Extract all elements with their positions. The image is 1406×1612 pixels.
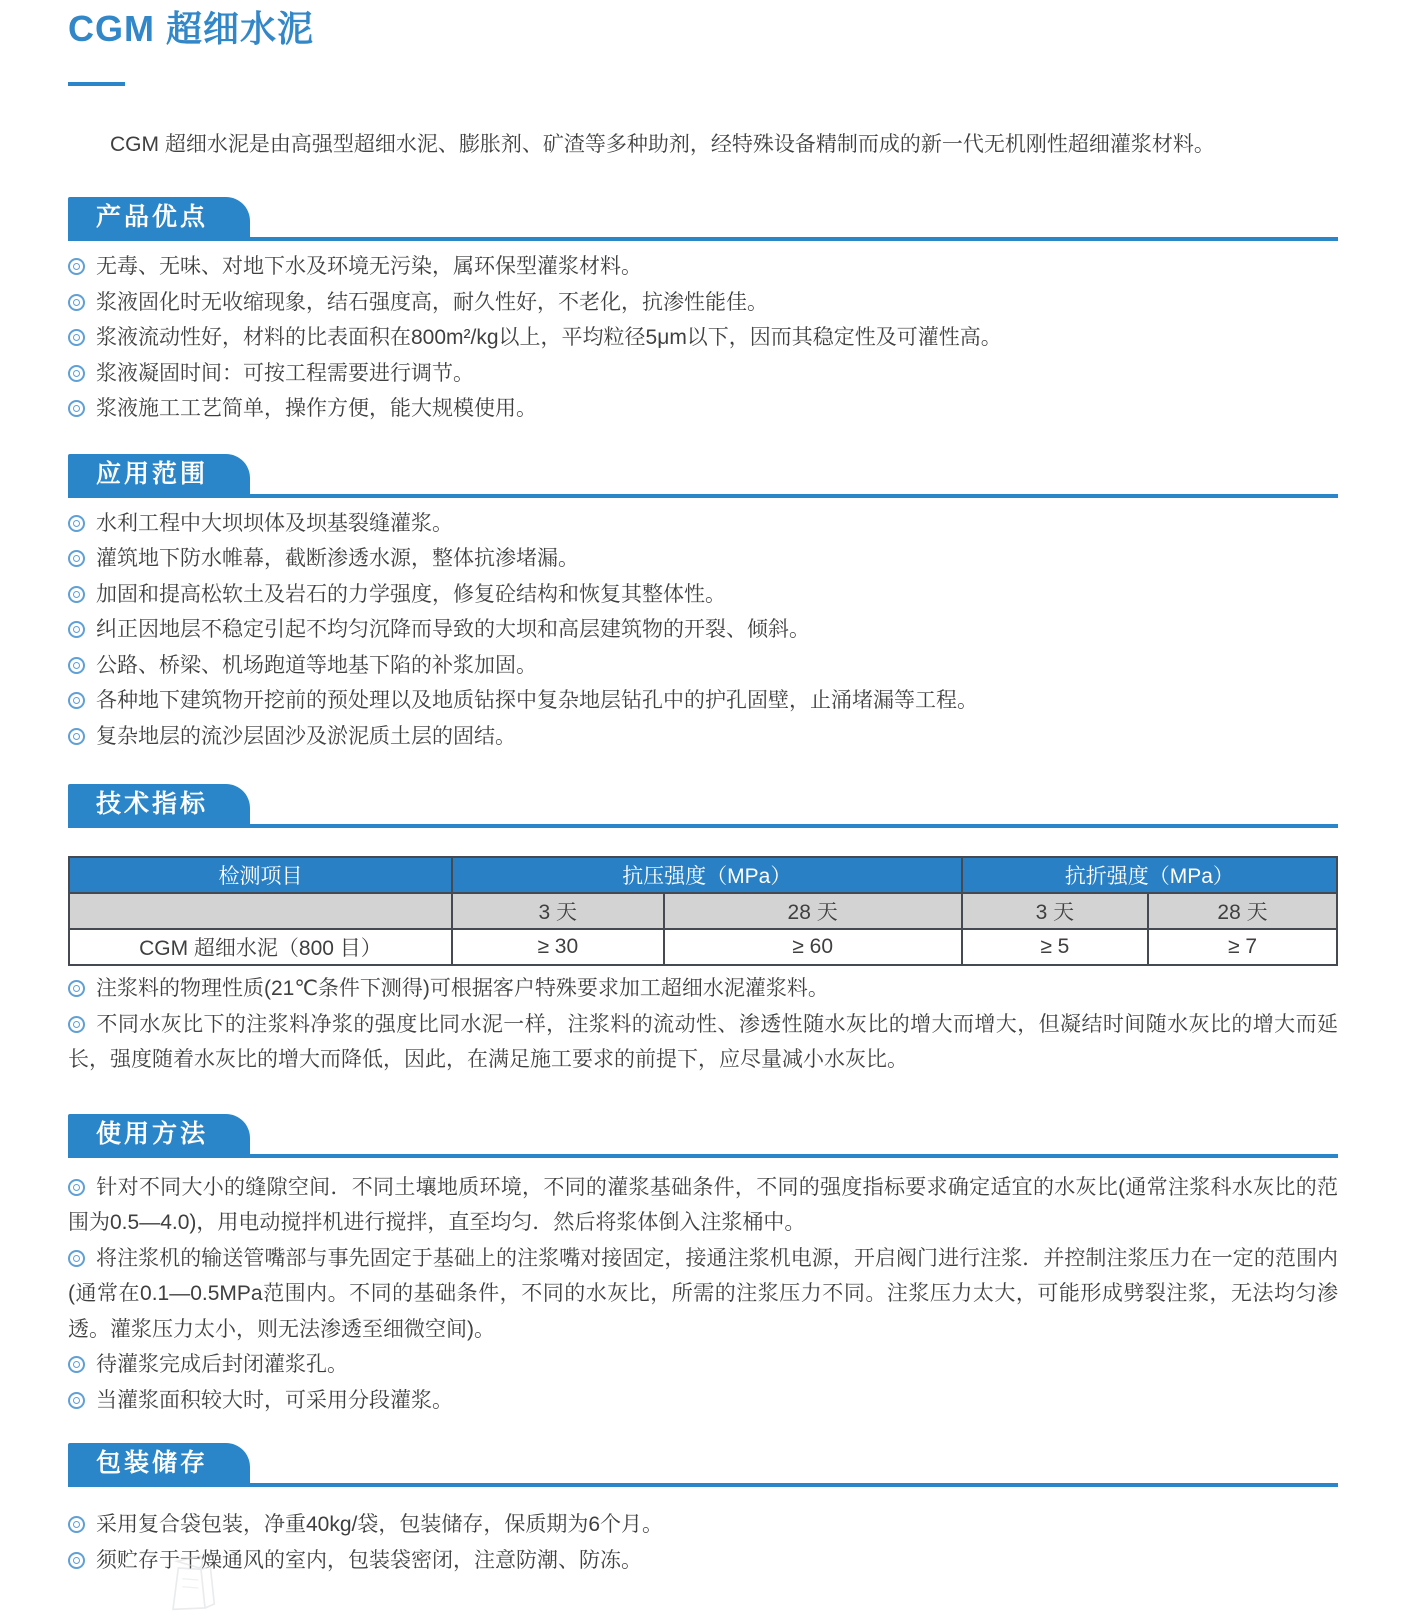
- table-subheader-3d: 3 天: [452, 893, 664, 929]
- bullet-list: [68, 1170, 1338, 1419]
- section-heading: 产品优点: [96, 203, 209, 231]
- table-header-row: [69, 857, 1337, 893]
- list-item: [68, 1241, 1338, 1348]
- bullet-list: [68, 506, 1338, 755]
- spec-table: [68, 856, 1338, 966]
- note-text: 注浆料的物理性质(21℃条件下测得)可根据客户特殊要求加工超细水泥灌浆料。: [96, 977, 829, 1000]
- table-cell-value: ≥ 5: [962, 929, 1148, 965]
- section-badge: [68, 784, 250, 824]
- table-cell-product-name: CGM 超细水泥（800 目）: [69, 929, 452, 965]
- section-packaging-storage: [68, 1443, 1338, 1578]
- bullet-text: 将注浆机的输送管嘴部与事先固定于基础上的注浆嘴对接固定，接通注浆机电源，开启阀门进行注浆．并控制注浆压力在一定的范围内(通常在0.1—0.5MPa范围内。不同的基础条件，不同的水灰比，所需的注浆压力不同。注浆压力太大，可能形成劈裂注浆，无法均匀渗透。灌浆压力太小，则无法渗透至细微空间)。: [68, 1246, 1338, 1341]
- double-circle-bullet-icon: [68, 621, 85, 638]
- list-item: [68, 249, 1338, 285]
- section-usage-method: [68, 1114, 1338, 1419]
- section-technical-specs: [68, 784, 1338, 1078]
- double-circle-bullet-icon: [68, 728, 85, 745]
- double-circle-bullet-icon: [68, 329, 85, 346]
- list-item: [68, 1543, 1338, 1579]
- section-badge: [68, 454, 250, 494]
- list-item: [68, 1007, 1338, 1078]
- page-title: CGM 超细水泥: [68, 8, 314, 49]
- section-heading: 技术指标: [96, 790, 209, 818]
- list-item: [68, 1347, 1338, 1383]
- section-product-advantages: [68, 197, 1338, 427]
- intro-paragraph: CGM 超细水泥是由高强型超细水泥、膨胀剂、矿渣等多种助剂，经特殊设备精制而成的新一代无机刚性超细灌浆材料。: [110, 133, 1215, 156]
- bullet-text: 浆液流动性好，材料的比表面积在800m²/kg以上，平均粒径5μm以下，因而其稳定性及可灌性高。: [96, 326, 1002, 349]
- double-circle-bullet-icon: [68, 1250, 85, 1267]
- section-heading: 应用范围: [96, 459, 209, 488]
- doc-header: [68, 6, 1338, 86]
- table-subheader-28d: 28 天: [664, 893, 962, 929]
- title-underline: [68, 82, 125, 86]
- list-item: [68, 1383, 1338, 1419]
- double-circle-bullet-icon: [68, 1552, 85, 1569]
- table-subheader-28d: 28 天: [1148, 893, 1337, 929]
- section-badge: [68, 1443, 250, 1483]
- double-circle-bullet-icon: [68, 1356, 85, 1373]
- double-circle-bullet-icon: [68, 586, 85, 603]
- double-circle-bullet-icon: [68, 1392, 85, 1409]
- list-item: [68, 391, 1338, 427]
- bullet-text: 公路、桥梁、机场跑道等地基下陷的补浆加固。: [96, 653, 537, 677]
- section-badge: [68, 197, 250, 237]
- table-header-flexural-strength: 抗折强度（MPa）: [962, 857, 1337, 893]
- bullet-text: 加固和提高松软土及岩石的力学强度，修复砼结构和恢复其整体性。: [96, 582, 726, 606]
- bullet-text: 浆液凝固时间：可按工程需要进行调节。: [96, 361, 474, 385]
- table-subheader-row: [69, 893, 1337, 929]
- bullet-text: 浆液固化时无收缩现象，结石强度高，耐久性好，不老化，抗渗性能佳。: [96, 290, 768, 314]
- bullet-text: 针对不同大小的缝隙空间．不同土壤地质环境，不同的灌浆基础条件，不同的强度指标要求确定适宜的水灰比(通常注浆科水灰比的范围为0.5—4.0)，用电动搅拌机进行搅拌，直至均匀．然后将浆体倒入注浆桶中。: [68, 1175, 1338, 1234]
- double-circle-bullet-icon: [68, 1179, 85, 1196]
- bullet-text: 浆液施工工艺简单，操作方便，能大规模使用。: [96, 397, 537, 420]
- double-circle-bullet-icon: [68, 550, 85, 567]
- section-header: [68, 1114, 1338, 1158]
- section-badge: [68, 1114, 250, 1154]
- note-text: 不同水灰比下的注浆料净浆的强度比同水泥一样，注浆料的流动性、渗透性随水灰比的增大而增大，但凝结时间随水灰比的增大而延长，强度随着水灰比的增大而降低，因此，在满足施工要求的前提下，应尽量减小水灰比。: [68, 1012, 1338, 1071]
- list-item: [68, 541, 1338, 577]
- table-cell-value: ≥ 7: [1148, 929, 1337, 965]
- bullet-text: 待灌浆完成后封闭灌浆孔。: [96, 1353, 348, 1376]
- table-header-test-item: 检测项目: [69, 857, 452, 893]
- double-circle-bullet-icon: [68, 294, 85, 311]
- list-item: [68, 683, 1338, 719]
- list-item: [68, 971, 1338, 1007]
- section-heading: 使用方法: [96, 1119, 209, 1148]
- list-item: [68, 320, 1338, 356]
- double-circle-bullet-icon: [68, 400, 85, 417]
- double-circle-bullet-icon: [68, 515, 85, 532]
- bullet-text: 须贮存于干燥通风的室内，包装袋密闭，注意防潮、防冻。: [96, 1548, 642, 1572]
- list-item: [68, 719, 1338, 755]
- table-data-row: [69, 929, 1337, 965]
- double-circle-bullet-icon: [68, 1516, 85, 1533]
- cement-bag-watermark-icon: [140, 1552, 250, 1612]
- bullet-text: 采用复合袋包装，净重40kg/袋，包装储存，保质期为6个月。: [96, 1513, 664, 1536]
- table-cell-value: ≥ 30: [452, 929, 664, 965]
- list-item: [68, 285, 1338, 321]
- list-item: [68, 612, 1338, 648]
- section-heading: 包装储存: [96, 1449, 209, 1477]
- bullet-text: 各种地下建筑物开挖前的预处理以及地质钻探中复杂地层钻孔中的护孔固壁，止涌堵漏等工程。: [96, 689, 978, 712]
- section-header: [68, 454, 1338, 498]
- bullet-list: [68, 1507, 1338, 1578]
- list-item: [68, 1507, 1338, 1543]
- list-item: [68, 1170, 1338, 1241]
- double-circle-bullet-icon: [68, 657, 85, 674]
- section-application-scope: [68, 454, 1338, 755]
- list-item: [68, 356, 1338, 392]
- list-item: [68, 506, 1338, 542]
- table-cell-value: ≥ 60: [664, 929, 962, 965]
- list-item: [68, 577, 1338, 613]
- notes-list: [68, 971, 1338, 1078]
- bullet-text: 无毒、无味、对地下水及环境无污染，属环保型灌浆材料。: [96, 255, 642, 278]
- bullet-text: 灌筑地下防水帷幕，截断渗透水源，整体抗渗堵漏。: [96, 547, 579, 570]
- double-circle-bullet-icon: [68, 692, 85, 709]
- bullet-list: [68, 249, 1338, 427]
- double-circle-bullet-icon: [68, 258, 85, 275]
- bullet-text: 当灌浆面积较大时，可采用分段灌浆。: [96, 1388, 453, 1412]
- bullet-text: 复杂地层的流沙层固沙及淤泥质土层的固结。: [96, 724, 516, 748]
- list-item: [68, 648, 1338, 684]
- double-circle-bullet-icon: [68, 980, 85, 997]
- bullet-text: 水利工程中大坝坝体及坝基裂缝灌浆。: [96, 511, 453, 535]
- section-header: [68, 784, 1338, 828]
- double-circle-bullet-icon: [68, 1016, 85, 1033]
- double-circle-bullet-icon: [68, 365, 85, 382]
- table-subheader-empty: [69, 893, 452, 929]
- table-subheader-3d: 3 天: [962, 893, 1148, 929]
- table-header-compressive-strength: 抗压强度（MPa）: [452, 857, 962, 893]
- section-header: [68, 197, 1338, 241]
- bullet-text: 纠正因地层不稳定引起不均匀沉降而导致的大坝和高层建筑物的开裂、倾斜。: [96, 618, 810, 641]
- section-header: [68, 1443, 1338, 1487]
